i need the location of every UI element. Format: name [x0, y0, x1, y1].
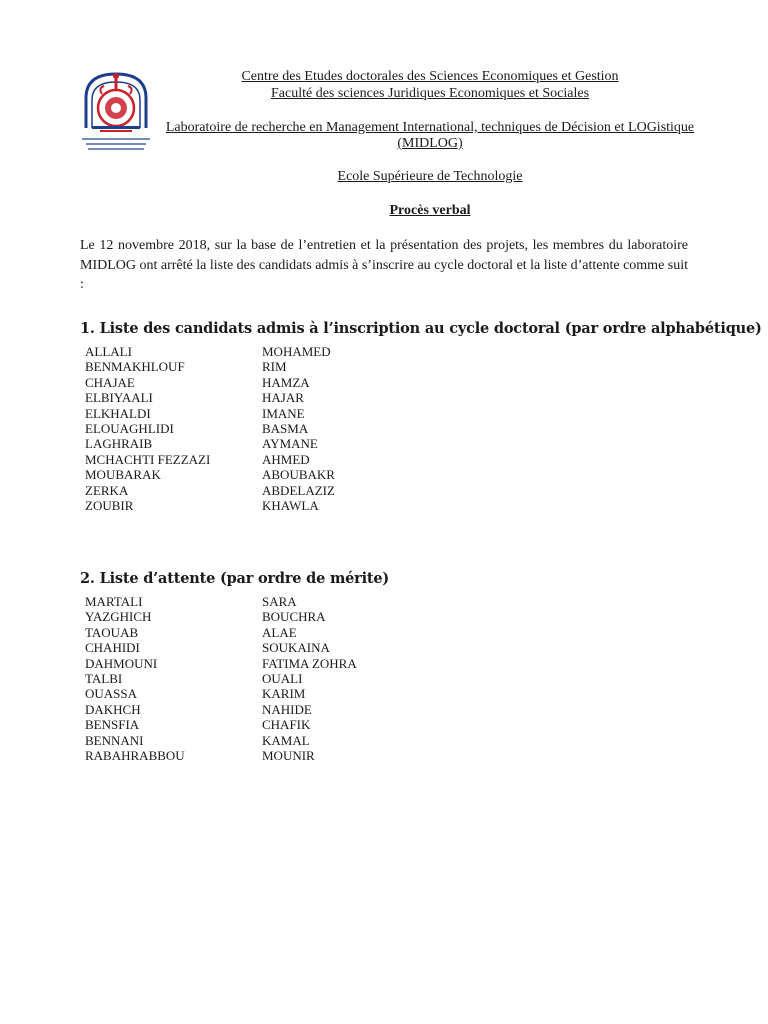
first-name: NAHIDE: [262, 701, 312, 717]
first-name: HAJAR: [262, 390, 304, 406]
first-name: KHAWLA: [262, 497, 319, 513]
document-title: [160, 203, 700, 219]
last-name: BENMAKHLOUF: [85, 359, 185, 375]
last-name: YAZGHICH: [85, 609, 152, 625]
first-name: ALAE: [262, 624, 297, 640]
school-name-text: Ecole Supérieure de Technologie: [337, 169, 523, 184]
list-item: [85, 609, 405, 624]
list-item: [85, 656, 405, 671]
list-item: [85, 483, 405, 498]
last-name: ZOUBIR: [85, 497, 134, 513]
first-name: FATIMA ZOHRA: [262, 655, 357, 671]
first-name: KAMAL: [262, 732, 310, 748]
last-name: ELKHALDI: [85, 405, 151, 421]
document-title-text: Procès verbal: [389, 203, 471, 218]
laboratory-name: [160, 120, 700, 152]
list-item: [85, 733, 405, 748]
last-name: BENSFIA: [85, 717, 140, 733]
admitted-list-title: 1. Liste des candidats admis à l’inscription au cycle doctoral (par ordre alphabétique): [80, 320, 762, 337]
school-name: [160, 169, 700, 185]
waiting-list: [85, 594, 405, 763]
faculty-name-text: Faculté des sciences Juridiques Economiques et Sociales: [270, 86, 590, 101]
last-name: TAOUAB: [85, 624, 139, 640]
last-name: LAGHRAIB: [85, 436, 153, 452]
center-name-text: Centre des Etudes doctorales des Sciences Economiques et Gestion: [241, 69, 619, 84]
list-item: [85, 467, 405, 482]
first-name: ABDELAZIZ: [262, 482, 335, 498]
last-name: MCHACHTI FEZZAZI: [85, 451, 211, 467]
first-name: SOUKAINA: [262, 640, 330, 656]
last-name: DAHMOUNI: [85, 655, 158, 671]
first-name: IMANE: [262, 405, 305, 421]
list-item: [85, 702, 405, 717]
list-item: [85, 359, 405, 374]
list-item: [85, 436, 405, 451]
list-item: [85, 640, 405, 655]
first-name: AHMED: [262, 451, 310, 467]
faculty-name: [160, 86, 700, 102]
first-name: ABOUBAKR: [262, 467, 335, 483]
list-item: [85, 421, 405, 436]
list-item: [85, 498, 405, 513]
list-item: [85, 406, 405, 421]
last-name: BENNANI: [85, 732, 144, 748]
last-name: ELOUAGHLIDI: [85, 420, 174, 436]
list-item: [85, 625, 405, 640]
first-name: AYMANE: [262, 436, 318, 452]
last-name: ALLALI: [85, 344, 132, 359]
list-item: [85, 390, 405, 405]
first-name: SARA: [262, 594, 297, 609]
list-item: [85, 594, 405, 609]
first-name: BOUCHRA: [262, 609, 326, 625]
last-name: MARTALI: [85, 594, 143, 609]
last-name: TALBI: [85, 670, 123, 686]
last-name: ELBIYAALI: [85, 390, 153, 406]
admitted-list: [85, 344, 405, 513]
first-name: MOUNIR: [262, 747, 315, 763]
last-name: MOUBARAK: [85, 467, 161, 483]
list-item: [85, 452, 405, 467]
last-name: OUASSA: [85, 686, 138, 702]
list-item: [85, 344, 405, 359]
first-name: KARIM: [262, 686, 306, 702]
list-item: [85, 686, 405, 701]
last-name: RABAHRABBOU: [85, 747, 185, 763]
waiting-list-title: 2. Liste d’attente (par ordre de mérite): [80, 570, 390, 587]
first-name: CHAFIK: [262, 717, 311, 733]
first-name: HAMZA: [262, 374, 310, 390]
last-name: ZERKA: [85, 482, 129, 498]
list-item: [85, 671, 405, 686]
list-item: [85, 375, 405, 390]
intro-paragraph: Le 12 novembre 2018, sur la base de l’entretien et la présentation des projets, les membres du laboratoire MIDLOG ont arrêté la liste des candidats admis à s’inscrire au cycle doctoral et la liste d’attente comme suit :: [80, 238, 689, 292]
first-name: BASMA: [262, 420, 309, 436]
list-item: [85, 748, 405, 763]
first-name: OUALI: [262, 670, 303, 686]
first-name: RIM: [262, 359, 287, 375]
laboratory-name-text: Laboratoire de recherche en Management International, techniques de Décision et LOGistique (MIDLOG): [165, 120, 695, 151]
center-name: [160, 69, 700, 85]
university-logo-icon: [78, 68, 154, 160]
last-name: CHAHIDI: [85, 640, 140, 656]
first-name: MOHAMED: [262, 344, 331, 359]
last-name: CHAJAE: [85, 374, 135, 390]
last-name: DAKHCH: [85, 701, 141, 717]
list-item: [85, 717, 405, 732]
